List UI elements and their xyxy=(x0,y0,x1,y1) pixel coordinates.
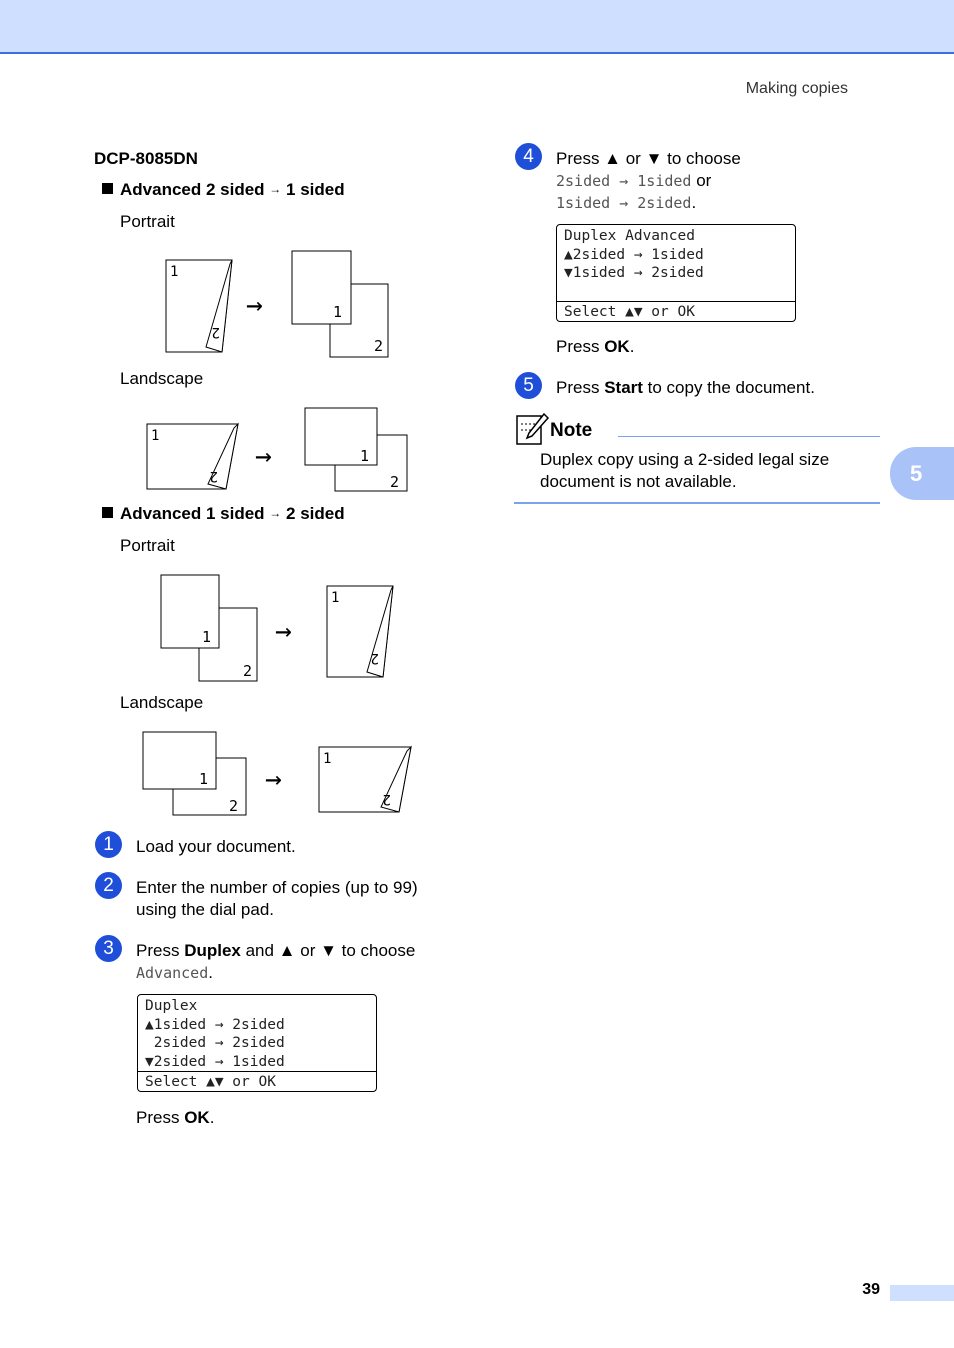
portrait-label: Portrait xyxy=(120,212,175,231)
menu-value-advanced: Advanced xyxy=(136,964,209,982)
arrow-icon: → xyxy=(246,288,263,321)
folded-page-icon xyxy=(319,747,411,812)
page-number-2: 2 xyxy=(382,791,391,807)
step-4-text: Press ▲ or ▼ to choose 2sided → 1sided or 1sided → 2sided. xyxy=(556,149,741,212)
chapter-tab: 5 xyxy=(890,447,954,500)
page-number-2: 2 xyxy=(370,650,379,666)
diagram-2to1-landscape xyxy=(140,404,420,496)
step-5-badge: 5 xyxy=(515,372,542,399)
step-4-badge: 4 xyxy=(515,143,542,170)
page-number-2: 2 xyxy=(211,324,220,340)
footer-bar xyxy=(890,1285,954,1301)
section-heading-2to1: Advanced 2 sided → 1 sided xyxy=(102,180,345,200)
lcd-footer: Select ▲▼ or OK xyxy=(557,301,795,322)
arrow-icon: → xyxy=(255,439,272,472)
lcd-display-duplex: Duplex ▲1sided → 2sided 2sided → 2sided ▼2sided → 1sided Select ▲▼ or OK xyxy=(137,994,377,1092)
note-top-rule xyxy=(618,436,880,437)
diagram-2to1-portrait xyxy=(160,248,400,360)
page-number-2: 2 xyxy=(209,468,218,484)
note-title: Note xyxy=(550,420,593,441)
note-body: Duplex copy using a 2-sided legal size document is not available. xyxy=(540,450,830,491)
portrait-label: Portrait xyxy=(120,536,175,555)
bullet-icon xyxy=(102,183,113,194)
page-number-1: 1 xyxy=(202,628,212,646)
page-number-1: 1 xyxy=(151,428,160,444)
section-heading-1to2: Advanced 1 sided → 2 sided xyxy=(102,504,345,524)
page-number-1: 1 xyxy=(170,264,179,280)
landscape-label: Landscape xyxy=(120,369,204,388)
arrow-icon: → xyxy=(275,614,292,647)
diagram-1to2-portrait xyxy=(155,570,405,686)
folded-page-icon xyxy=(147,424,238,489)
page-number-1: 1 xyxy=(323,751,332,767)
folded-page-icon xyxy=(327,586,393,677)
header-title: Making copies xyxy=(745,80,848,97)
note-pencil-icon xyxy=(514,412,550,446)
page-number-1: 1 xyxy=(199,770,209,788)
lcd-footer: Select ▲▼ or OK xyxy=(138,1071,376,1092)
note-bottom-rule xyxy=(514,502,880,504)
press-ok-4: Press OK. xyxy=(556,337,635,356)
step-1-text: Load your document. xyxy=(136,837,296,856)
step-2-badge: 2 xyxy=(95,872,122,899)
landscape-label: Landscape xyxy=(120,693,204,712)
arrow-icon: → xyxy=(265,762,282,795)
page-number-2: 2 xyxy=(229,797,239,815)
step-1-badge: 1 xyxy=(95,831,122,858)
page-number-2: 2 xyxy=(374,337,384,355)
step-3-text: Press Duplex and ▲ or ▼ to choose Advanced. xyxy=(136,941,416,982)
folded-page-icon xyxy=(166,260,232,352)
step-3-badge: 3 xyxy=(95,935,122,962)
page-number-1: 1 xyxy=(360,447,370,465)
step-5-text: Press Start to copy the document. xyxy=(556,378,815,397)
page-number: 39 xyxy=(862,1281,880,1298)
lcd-display-duplex-advanced: Duplex Advanced ▲2sided → 1sided ▼1sided → 2sided Select ▲▼ or OK xyxy=(556,224,796,322)
page-number-1: 1 xyxy=(333,303,343,321)
model-heading: DCP-8085DN xyxy=(94,149,198,168)
header-bar xyxy=(0,0,954,54)
bullet-icon xyxy=(102,507,113,518)
page-number-2: 2 xyxy=(243,662,253,680)
diagram-1to2-landscape xyxy=(137,728,422,820)
page-number-2: 2 xyxy=(390,473,400,491)
page-number-1: 1 xyxy=(331,590,340,606)
page-sheet-1 xyxy=(292,251,351,324)
step-2-text: Enter the number of copies (up to 99) using the dial pad. xyxy=(136,878,418,919)
press-ok-3: Press OK. xyxy=(136,1108,215,1127)
